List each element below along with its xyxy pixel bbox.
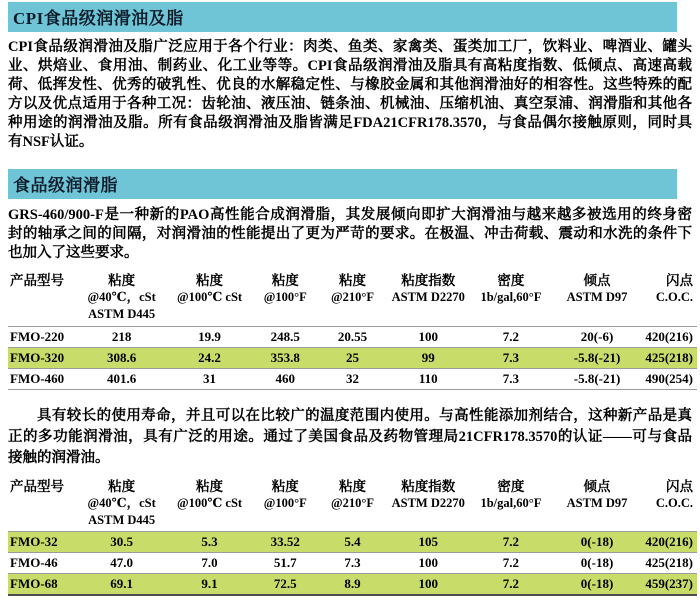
cell-pour-point: 0(-18) bbox=[552, 532, 642, 553]
hydraulic-oil-spec-table bbox=[8, 478, 697, 596]
text-line: 封的轴承之间的间隔，对润滑油的性能提出了更为严苛的要求。在极温、冲击荷载、震动和水洗的条件下 bbox=[8, 226, 692, 242]
table-row-fmo-460 bbox=[8, 368, 697, 389]
intro-paragraph bbox=[8, 38, 692, 152]
cell-model: FMO-68 bbox=[8, 574, 77, 595]
cell-model: FMO-460 bbox=[8, 368, 77, 389]
cell-viscosity-40c: 218 bbox=[77, 326, 167, 347]
cell-viscosity-40c: 47.0 bbox=[77, 553, 167, 574]
header-flash-point: 闪点 C.O.C. bbox=[655, 273, 693, 304]
text-line: 方以及优点适用于各种工况：齿轮油、液压油、链条油、机械油、压缩机油、真空泵浦、润滑脂和其他各 bbox=[8, 96, 692, 112]
text-line: CPI食品级润滑油及脂广泛应用于各个行业：肉类、鱼类、家禽类、蛋类加工厂，饮料业、啤酒业、罐头 bbox=[8, 39, 692, 55]
datasheet-page bbox=[0, 2, 700, 611]
cell-viscosity-210f: 20.55 bbox=[318, 326, 387, 347]
text-line: 荷、低挥发性、优秀的破乳性、优良的水解稳定性、与橡胶金属和其他润滑油好的相容性。这些特殊的配 bbox=[8, 77, 692, 93]
cell-viscosity-index: 105 bbox=[387, 532, 470, 553]
text-line: 正的多功能润滑油，具有广泛的用途。通过了美国食品及药物管理局21CFR178.3570的认证——可与食品 bbox=[8, 428, 692, 445]
header-density: 密度 1b/gal,60°F bbox=[480, 273, 542, 304]
cell-viscosity-100f: 51.7 bbox=[253, 553, 318, 574]
mid-paragraph bbox=[8, 406, 692, 469]
cell-viscosity-100f: 72.5 bbox=[253, 574, 318, 595]
cell-flash-point: 420(216) bbox=[642, 326, 697, 347]
cell-viscosity-index: 99 bbox=[387, 347, 470, 368]
cell-pour-point: 0(-18) bbox=[552, 574, 642, 595]
cell-viscosity-40c: 69.1 bbox=[77, 574, 167, 595]
header-pour-point: 倾点 ASTM D97 bbox=[566, 273, 628, 304]
cell-viscosity-40c: 30.5 bbox=[77, 532, 167, 553]
section-header-grease bbox=[8, 169, 677, 199]
header-flash-point: 闪点 C.O.C. bbox=[655, 478, 693, 510]
section-title-grease: 食品级润滑脂 bbox=[13, 176, 118, 195]
header-viscosity-100c: 粘度 @100℃ cSt bbox=[176, 273, 243, 304]
text-line: GRS-460/900-F是一种新的PAO高性能合成润滑脂，其发展倾向即扩大润滑油与越来越多被选用的终身密 bbox=[8, 207, 692, 223]
cell-density: 7.2 bbox=[470, 326, 553, 347]
table-row-fmo-220 bbox=[8, 326, 697, 347]
cell-model: FMO-46 bbox=[8, 553, 77, 574]
cell-viscosity-100c: 9.1 bbox=[166, 574, 252, 595]
cell-pour-point: -5.8(-21) bbox=[552, 368, 642, 389]
cell-model: FMO-320 bbox=[8, 347, 77, 368]
header-viscosity-100c: 粘度 @100℃ cSt bbox=[176, 478, 243, 510]
cell-viscosity-100c: 5.3 bbox=[166, 532, 252, 553]
cell-viscosity-100c: 31 bbox=[166, 368, 252, 389]
cell-flash-point: 459(237) bbox=[642, 574, 697, 595]
table-row-fmo-32 bbox=[8, 532, 697, 553]
header-product: 产品型号 bbox=[10, 273, 64, 288]
text-line: 也加入了这些要求。 bbox=[8, 245, 139, 261]
cell-viscosity-100f: 33.52 bbox=[253, 532, 318, 553]
cell-viscosity-100c: 19.9 bbox=[166, 326, 252, 347]
cell-viscosity-index: 110 bbox=[387, 368, 470, 389]
text-line: 具有较长的使用寿命，并且可以在比较广的温度范围内使用。与高性能添加剂结合，这种新产品是真 bbox=[37, 407, 692, 424]
header-pour-point: 倾点 ASTM D97 bbox=[566, 478, 628, 510]
cell-viscosity-index: 100 bbox=[387, 326, 470, 347]
cell-viscosity-210f: 25 bbox=[318, 347, 387, 368]
table-row-fmo-320 bbox=[8, 347, 697, 368]
cell-viscosity-100c: 7.0 bbox=[166, 553, 252, 574]
section-title-main: CPI食品级润滑油及脂 bbox=[13, 9, 184, 28]
table-row-fmo-68 bbox=[8, 574, 697, 595]
cell-density: 7.2 bbox=[470, 553, 553, 574]
header-viscosity-index: 粘度指数 ASTM D2270 bbox=[391, 273, 465, 304]
header-product: 产品型号 bbox=[10, 478, 64, 494]
cell-viscosity-100f: 353.8 bbox=[253, 347, 318, 368]
cell-flash-point: 425(218) bbox=[642, 553, 697, 574]
cell-pour-point: 0(-18) bbox=[552, 553, 642, 574]
header-viscosity-100f: 粘度 @100°F bbox=[263, 478, 307, 510]
cell-density: 7.2 bbox=[470, 532, 553, 553]
cell-density: 7.3 bbox=[470, 368, 553, 389]
cell-model: FMO-220 bbox=[8, 326, 77, 347]
cell-model: FMO-32 bbox=[8, 532, 77, 553]
table-header-row bbox=[8, 272, 697, 326]
header-density: 密度 1b/gal,60°F bbox=[480, 478, 542, 510]
cell-flash-point: 425(218) bbox=[642, 347, 697, 368]
header-viscosity-210f: 粘度 @210°F bbox=[330, 273, 374, 304]
cell-flash-point: 420(216) bbox=[642, 532, 697, 553]
text-line: 种用途的润滑油及脂。所有食品级润滑油及脂皆满足FDA21CFR178.3570，与食品偶尔接触原则，同时具 bbox=[8, 115, 692, 131]
text-line: 业、烘焙业、食用油、制药业、化工业等等。CPI食品级润滑油及脂具有高粘度指数、低倾点、高速高载 bbox=[8, 58, 692, 74]
cell-viscosity-100c: 24.2 bbox=[166, 347, 252, 368]
header-viscosity-210f: 粘度 @210°F bbox=[330, 478, 374, 510]
cell-viscosity-40c: 401.6 bbox=[77, 368, 167, 389]
section-header-main bbox=[8, 2, 677, 32]
oil-spec-table bbox=[8, 272, 697, 390]
cell-viscosity-index: 100 bbox=[387, 574, 470, 595]
table-row-fmo-46 bbox=[8, 553, 697, 574]
grease-paragraph bbox=[8, 206, 692, 263]
cell-viscosity-100f: 248.5 bbox=[253, 326, 318, 347]
cell-viscosity-210f: 7.3 bbox=[318, 553, 387, 574]
cell-density: 7.2 bbox=[470, 574, 553, 595]
cell-viscosity-210f: 5.4 bbox=[318, 532, 387, 553]
cell-viscosity-index: 100 bbox=[387, 553, 470, 574]
cell-pour-point: -5.8(-21) bbox=[552, 347, 642, 368]
cell-viscosity-210f: 8.9 bbox=[318, 574, 387, 595]
cell-flash-point: 490(254) bbox=[642, 368, 697, 389]
cell-pour-point: 20(-6) bbox=[552, 326, 642, 347]
header-viscosity-40c: 粘度 @40℃，cSt ASTM D445 bbox=[87, 478, 156, 527]
cell-viscosity-210f: 32 bbox=[318, 368, 387, 389]
header-viscosity-40c: 粘度 @40℃，cSt ASTM D445 bbox=[87, 273, 156, 321]
header-viscosity-index: 粘度指数 ASTM D2270 bbox=[391, 478, 465, 510]
text-line: 有NSF认证。 bbox=[8, 134, 94, 150]
cell-viscosity-100f: 460 bbox=[253, 368, 318, 389]
header-viscosity-100f: 粘度 @100°F bbox=[263, 273, 307, 304]
cell-viscosity-40c: 308.6 bbox=[77, 347, 167, 368]
text-line: 接触的润滑油。 bbox=[8, 449, 110, 466]
table-header-row bbox=[8, 478, 697, 532]
cell-density: 7.3 bbox=[470, 347, 553, 368]
